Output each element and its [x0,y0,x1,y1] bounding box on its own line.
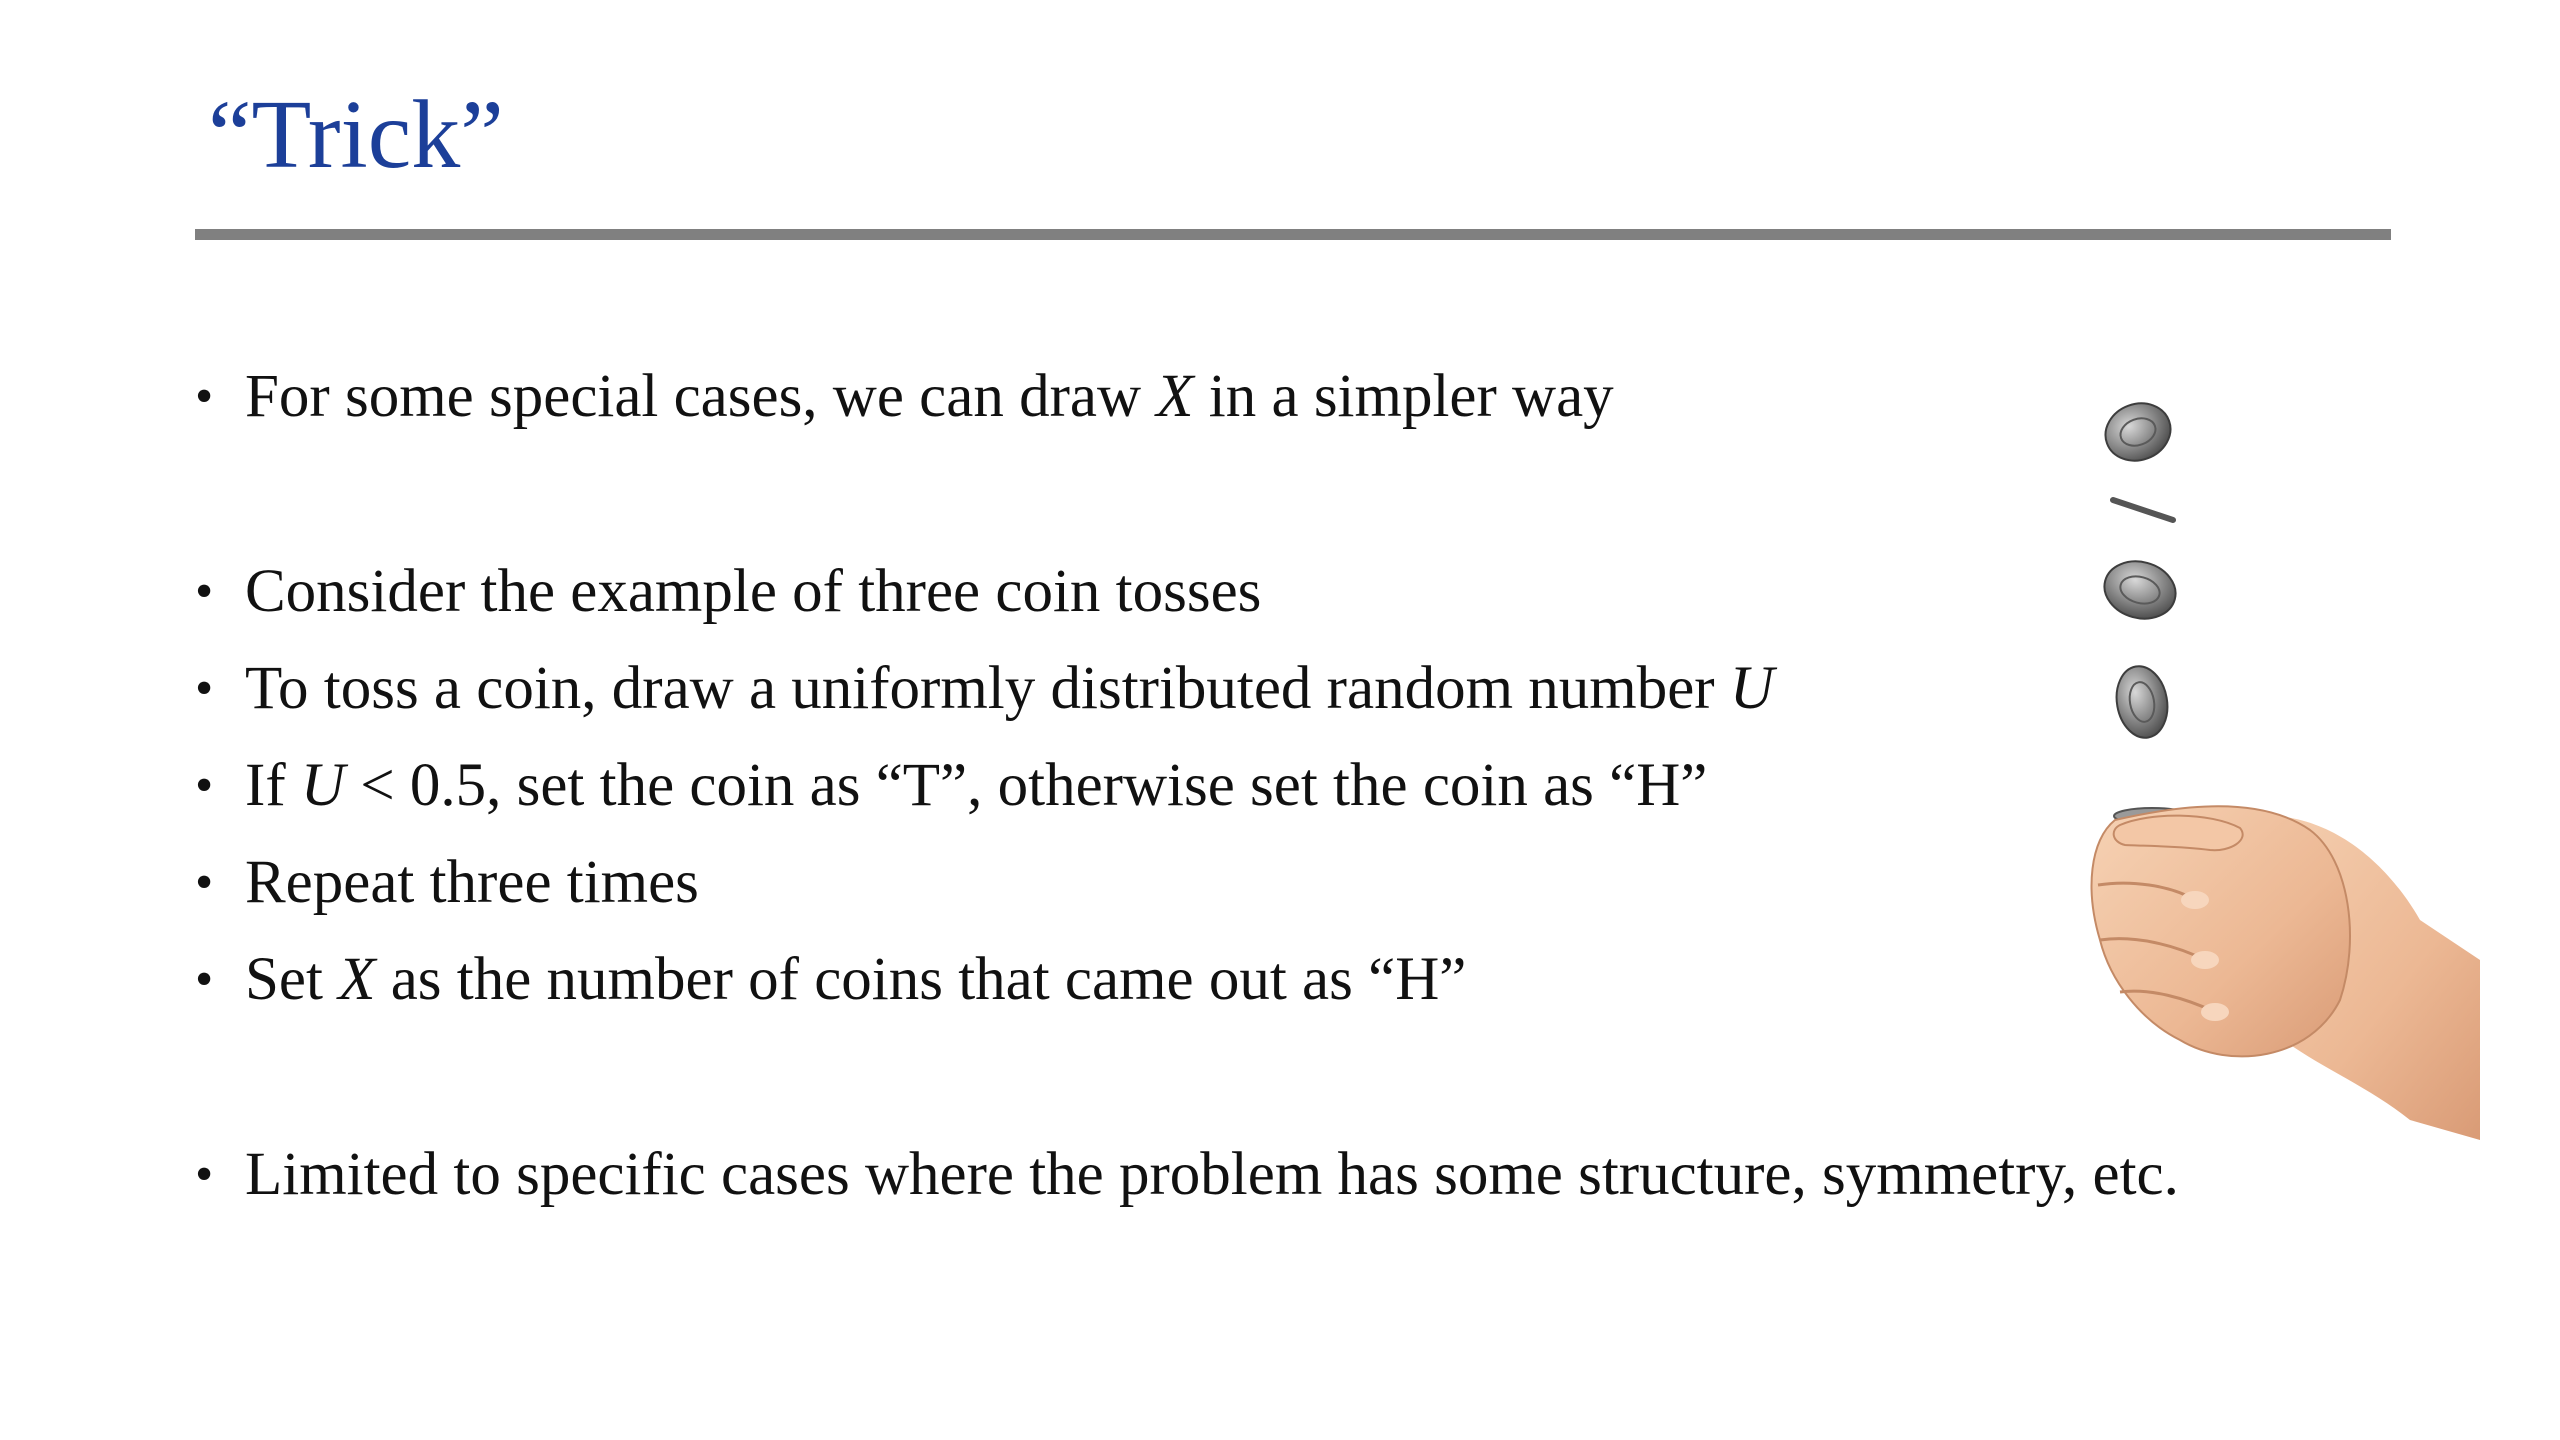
bullet-text: Consider the example of three coin tosses [245,558,1262,625]
coin-icon [2097,394,2178,469]
bullet-text: Limited to specific cases where the problem has some structure, symmetry, etc. [245,1141,2179,1208]
bullet-text: Repeat three times [245,849,699,916]
slide-title: “Trick” [208,81,504,189]
coin-icon [2098,554,2182,627]
coin-icon [2111,662,2173,742]
bullet-item [195,357,1614,437]
bullet-text: Set X as the number of coins that came out as “H” [245,946,1467,1013]
bullet-text: To toss a coin, draw a uniformly distributed random number U [245,655,1774,722]
bullet-dot: • [195,1146,214,1203]
math-variable: U [1729,655,1774,722]
math-variable: X [338,946,376,1013]
bullet-item [195,649,1774,729]
bullet-dot: • [195,660,214,717]
bullet-dot: • [195,951,214,1008]
coin-edge-icon [2113,500,2173,520]
bullet-item [195,843,699,923]
bullet-item [195,1135,2179,1215]
bullet-dot: • [195,757,214,814]
bullet-item [195,940,1466,1020]
hand-flipping-coin-image [1980,380,2480,1140]
bullet-item [195,552,1261,632]
bullet-text: For some special cases, we can draw X in a simpler way [245,363,1614,430]
math-variable: X [1156,363,1194,430]
math-variable: U [300,752,345,819]
bullet-dot: • [195,854,214,911]
bullet-dot: • [195,368,214,425]
bullet-item [195,746,1707,826]
bullet-text: If U < 0.5, set the coin as “T”, otherwise set the coin as “H” [245,752,1708,819]
bullet-dot: • [195,563,214,620]
